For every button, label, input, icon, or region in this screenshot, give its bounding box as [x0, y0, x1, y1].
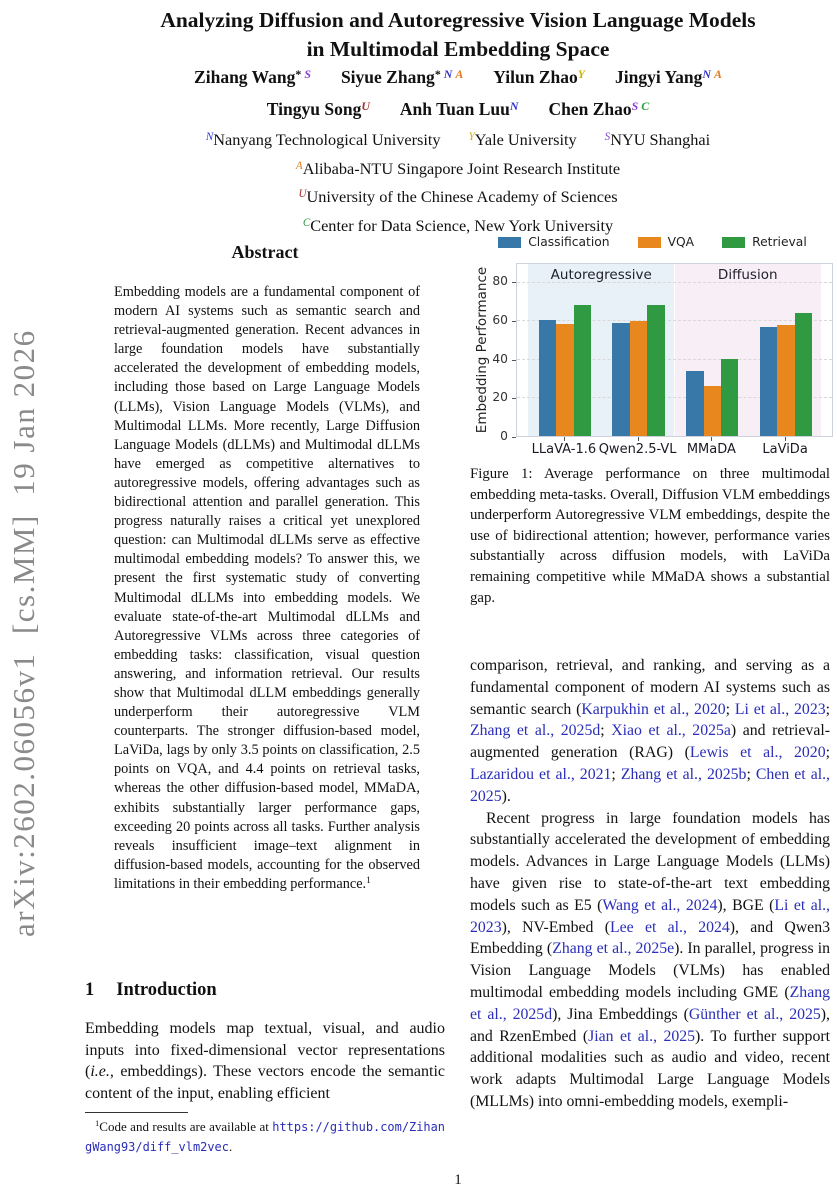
citation-link[interactable]: Chen et al., 2025	[470, 765, 830, 805]
y-tick-mark	[512, 437, 516, 438]
affiliation: $^N$Nanyang Technological University	[205, 130, 441, 149]
affiliation: $^C$Center for Data Science, New York University	[302, 215, 614, 235]
y-tick-label: 80	[492, 274, 508, 289]
author-affiliation-marker: A	[455, 66, 464, 81]
text-run: .	[228, 1138, 233, 1154]
citation-link[interactable]: Xiao et al., 2025a	[611, 722, 731, 740]
author-name: Jingyi Yang$^N$ $^A$	[615, 66, 722, 87]
x-tick-label: Qwen2.5-VL	[598, 442, 677, 457]
footnote-text	[85, 1119, 445, 1154]
text-run: ;	[725, 700, 735, 718]
author-affiliation-marker: U	[361, 98, 370, 113]
author-row	[80, 62, 836, 94]
paper-title-line1: Analyzing Diffusion and Autoregressive Vision Language Models	[160, 8, 756, 32]
bar-llava-1.6-classification	[539, 320, 556, 436]
citation-link[interactable]: Zhang et al., 2025d	[470, 983, 830, 1023]
legend-swatch-retrieval	[722, 237, 745, 248]
x-tick-mark	[785, 437, 786, 441]
affiliation-marker: A	[295, 159, 303, 172]
y-tick-label: 40	[492, 351, 508, 366]
bar-qwen2.5-vl-vqa	[630, 321, 647, 436]
text-run: ), and RzenEmbed (	[470, 1005, 831, 1045]
chart-region-label: Autoregressive	[550, 267, 652, 283]
footnote-marker: 1	[366, 875, 371, 886]
text-run: ;	[825, 744, 830, 762]
affiliation-marker: Y	[468, 131, 475, 144]
affiliation-marker: N	[205, 131, 214, 144]
legend-label: VQA	[667, 235, 695, 249]
text-run: embeddings). These vectors encode the semantic content of the input, enabling efficient	[85, 1063, 445, 1102]
author-affiliation-marker: S	[631, 98, 639, 113]
citation-link[interactable]: Günther et al., 2025	[688, 1005, 821, 1023]
citation-link[interactable]: Jian et al., 2025	[588, 1027, 696, 1045]
text-run: comparison, retrieval, and ranking, and serving as a fundamental component of modern AI systems such as semantic search (	[470, 657, 830, 718]
citation-link[interactable]: Karpukhin et al., 2020	[581, 700, 726, 718]
text-run: ), Jina Embeddings (	[552, 1005, 689, 1023]
legend-item-vqa	[638, 235, 695, 249]
author-name: Yilun Zhao$^Y$	[493, 66, 586, 87]
x-tick-mark	[711, 437, 712, 441]
affiliation-line	[80, 184, 836, 213]
citation-link[interactable]: Li et al., 2023	[734, 700, 826, 718]
author-name: Tingyu Song$^U$	[266, 98, 370, 119]
affiliation-line	[80, 127, 836, 156]
citation-link[interactable]: Lewis et al., 2020	[689, 744, 826, 762]
abstract-text	[114, 283, 420, 896]
y-tick-mark	[512, 282, 516, 283]
bar-llava-1.6-retrieval	[574, 305, 591, 436]
text-run: ). In parallel, progress in Vision Language Models (VLMs) has enabled multimodal embedding models including GME (	[470, 940, 830, 1001]
author-affiliation-marker: N	[443, 66, 453, 81]
text-run: Embedding models map textual, visual, and audio inputs into fixed-dimensional vector representations (	[85, 1020, 445, 1080]
legend-item-retrieval	[722, 235, 807, 249]
chart-plot-area	[516, 263, 833, 437]
citation-link[interactable]: Zhang et al., 2025b	[620, 765, 747, 783]
footnote-marker: 1	[95, 1118, 100, 1129]
affiliation: $^S$NYU Shanghai	[604, 130, 711, 149]
text-run: ;	[600, 722, 612, 740]
author-affiliation-marker: A	[714, 66, 722, 81]
author-row	[80, 94, 836, 126]
x-tick-mark	[564, 437, 565, 441]
footnote-rule	[85, 1112, 188, 1113]
author-affiliation-marker: N	[509, 98, 519, 113]
paper-title	[80, 6, 836, 64]
bar-llava-1.6-vqa	[556, 324, 573, 436]
bar-lavida-retrieval	[795, 313, 812, 436]
text-run: ).	[501, 787, 511, 805]
author-affiliation-marker: C	[641, 98, 650, 113]
author-name: Zihang Wang* $^S$	[194, 66, 311, 87]
text-run: ;	[611, 765, 621, 783]
citation-link[interactable]: Li et al., 2023	[470, 896, 830, 936]
bar-mmada-classification	[686, 371, 703, 436]
text-run: ), BGE (	[717, 896, 775, 914]
figure-1-chart	[470, 235, 835, 457]
text-run: Embedding models are a fundamental component of modern AI systems such as semantic search and retrieval-augmented generation. Recent advances in large foundation models have substantially accelerated the development of embedding models, including those based on Large Language Models (LLMs), Vision Language Models (VLMs), and Multimodal LLMs. More recently, Large Diffusion Language Models (dLLMs) and Multimodal dLLMs have emerged as competitive alternatives to autoregressive models, offering advantages such as bidirectional attention and parallel generation. This progress naturally raises a critical yet unexplored question: can Multimodal dLLMs serve as effective multimodal embedding models? To answer this, we present the first systematic study of converting Multimodal dLLMs into embedding models. We evaluate state-of-the-art Multimodal dLLMs and Autoregressive VLMs across three categories of embedding tasks: classification, visual question answering, and information retrieval. Our results show that Multimodal dLLM embeddings generally underperform their autoregressive VLM counterparts. The stronger diffusion-based model, LaViDa, lags by only 3.5 points on classification, 2.5 points on VQA, and 4.4 points on retrieval tasks, whereas the other diffusion-based model, MMaDA, exhibits substantially larger performance gaps, exceeding 20 points across all tasks. Further analysis reveals insufficient image–text alignment in diffusion-based models, accounting for the observed limitations in their embedding performance.	[114, 284, 420, 892]
author-list	[80, 62, 836, 126]
text-run: ). To further support additional modalities such as audio and video, recent work adapts Multimodal Large Language Models (MLLMs) into omni-embedding models, exempli-	[470, 1027, 830, 1110]
chart-gridline	[517, 320, 832, 321]
figure-1-caption: Figure 1: Average performance on three multimodal embedding meta-tasks. Overall, Diffusion VLM embeddings underperform Autoregressive VLM embeddings, despite the use of bidirectional attention; however, performance varies substantially across diffusion models, with LaViDa remaining competitive while MMaDA shows a substantial gap.	[470, 466, 830, 606]
bar-mmada-retrieval	[721, 359, 738, 436]
legend-label: Classification	[528, 235, 610, 249]
author-affiliation-marker: N	[702, 66, 711, 81]
abstract-heading: Abstract	[231, 242, 299, 262]
footnote	[85, 1118, 445, 1156]
legend-item-classification	[498, 235, 609, 249]
arxiv-watermark: arXiv:2602.06056v1 [cs.MM] 19 Jan 2026	[6, 329, 41, 937]
bar-qwen2.5-vl-retrieval	[647, 305, 664, 436]
bar-lavida-vqa	[777, 325, 794, 436]
author-name: Chen Zhao$^S$ $^C$	[548, 98, 650, 119]
text-run: Recent progress in large foundation models has substantially accelerated the development of embedding models. Advances in Large Language Models (LLMs) have given rise to state-of-the-art text embedding models such as E5 (	[470, 809, 830, 914]
affiliation-list	[80, 127, 836, 241]
body-paragraph	[470, 655, 830, 808]
body-paragraph	[470, 808, 830, 1113]
x-tick-label: MMaDA	[686, 442, 736, 457]
chart-gridline	[517, 282, 832, 283]
legend-swatch-classification	[498, 237, 521, 248]
x-tick-label: LLaVA-1.6	[531, 442, 597, 457]
right-column-text	[470, 655, 830, 1113]
affiliation-marker: C	[302, 216, 311, 229]
text-run: ), and Qwen3 Embedding (	[470, 918, 830, 958]
footnote-url-link[interactable]: https://github.com/ZihangWang93/diff_vlm2vec	[85, 1120, 445, 1154]
chart-legend	[470, 235, 835, 249]
y-tick-mark	[512, 360, 516, 361]
introduction-paragraph	[85, 1018, 445, 1104]
author-affiliation-marker: Y	[577, 66, 586, 81]
affiliation: $^U$University of the Chinese Academy of Sciences	[298, 187, 618, 206]
author-name: Anh Tuan Luu$^N$	[399, 98, 519, 119]
citation-link[interactable]: Wang et al., 2024	[602, 896, 718, 914]
italic-text: i.e.,	[90, 1063, 114, 1080]
y-tick-label: 60	[492, 313, 508, 327]
bar-qwen2.5-vl-classification	[612, 323, 629, 436]
affiliation: $^A$Alibaba-NTU Singapore Joint Research Institute	[295, 158, 621, 178]
author-affiliation-marker: S	[304, 66, 311, 81]
citation-link[interactable]: Zhang et al., 2025e	[552, 940, 675, 958]
citation-link[interactable]: Lazaridou et al., 2021	[470, 765, 612, 783]
bar-lavida-classification	[760, 327, 777, 436]
x-tick-mark	[638, 437, 639, 441]
text-run: ), NV-Embed (	[501, 918, 610, 936]
section-number: 1	[85, 980, 95, 1000]
y-tick-mark	[512, 398, 516, 399]
page-number: 1	[454, 1172, 462, 1188]
text-run: ;	[825, 700, 831, 718]
paper-title-line2: in Multimodal Embedding Space	[306, 37, 610, 61]
text-run: ) and retrieval-augmented generation (RAG) (	[470, 722, 830, 762]
affiliation: $^Y$Yale University	[468, 130, 577, 149]
bar-mmada-vqa	[704, 386, 721, 436]
author-affiliation-marker: *	[434, 66, 441, 81]
y-tick-mark	[512, 321, 516, 322]
affiliation-marker: U	[298, 188, 307, 201]
y-axis-label: Embedding Performance	[474, 266, 490, 434]
author-affiliation-marker: *	[295, 66, 302, 81]
citation-link[interactable]: Lee et al., 2024	[610, 918, 730, 936]
x-tick-label: LaViDa	[762, 442, 808, 457]
author-name: Siyue Zhang* $^N$ $^A$	[340, 66, 464, 87]
citation-link[interactable]: Zhang et al., 2025d	[470, 722, 601, 740]
legend-swatch-vqa	[638, 237, 661, 248]
text-run: ;	[746, 765, 756, 783]
affiliation-marker: S	[604, 131, 611, 144]
chart-region-label: Diffusion	[717, 267, 778, 283]
y-tick-label: 0	[500, 429, 508, 443]
section-heading-introduction	[85, 980, 445, 1001]
affiliation-line	[80, 156, 836, 185]
legend-label: Retrieval	[752, 235, 807, 249]
y-tick-label: 20	[492, 390, 508, 405]
text-run: Code and results are available at	[99, 1119, 273, 1134]
section-title: Introduction	[116, 980, 217, 1000]
